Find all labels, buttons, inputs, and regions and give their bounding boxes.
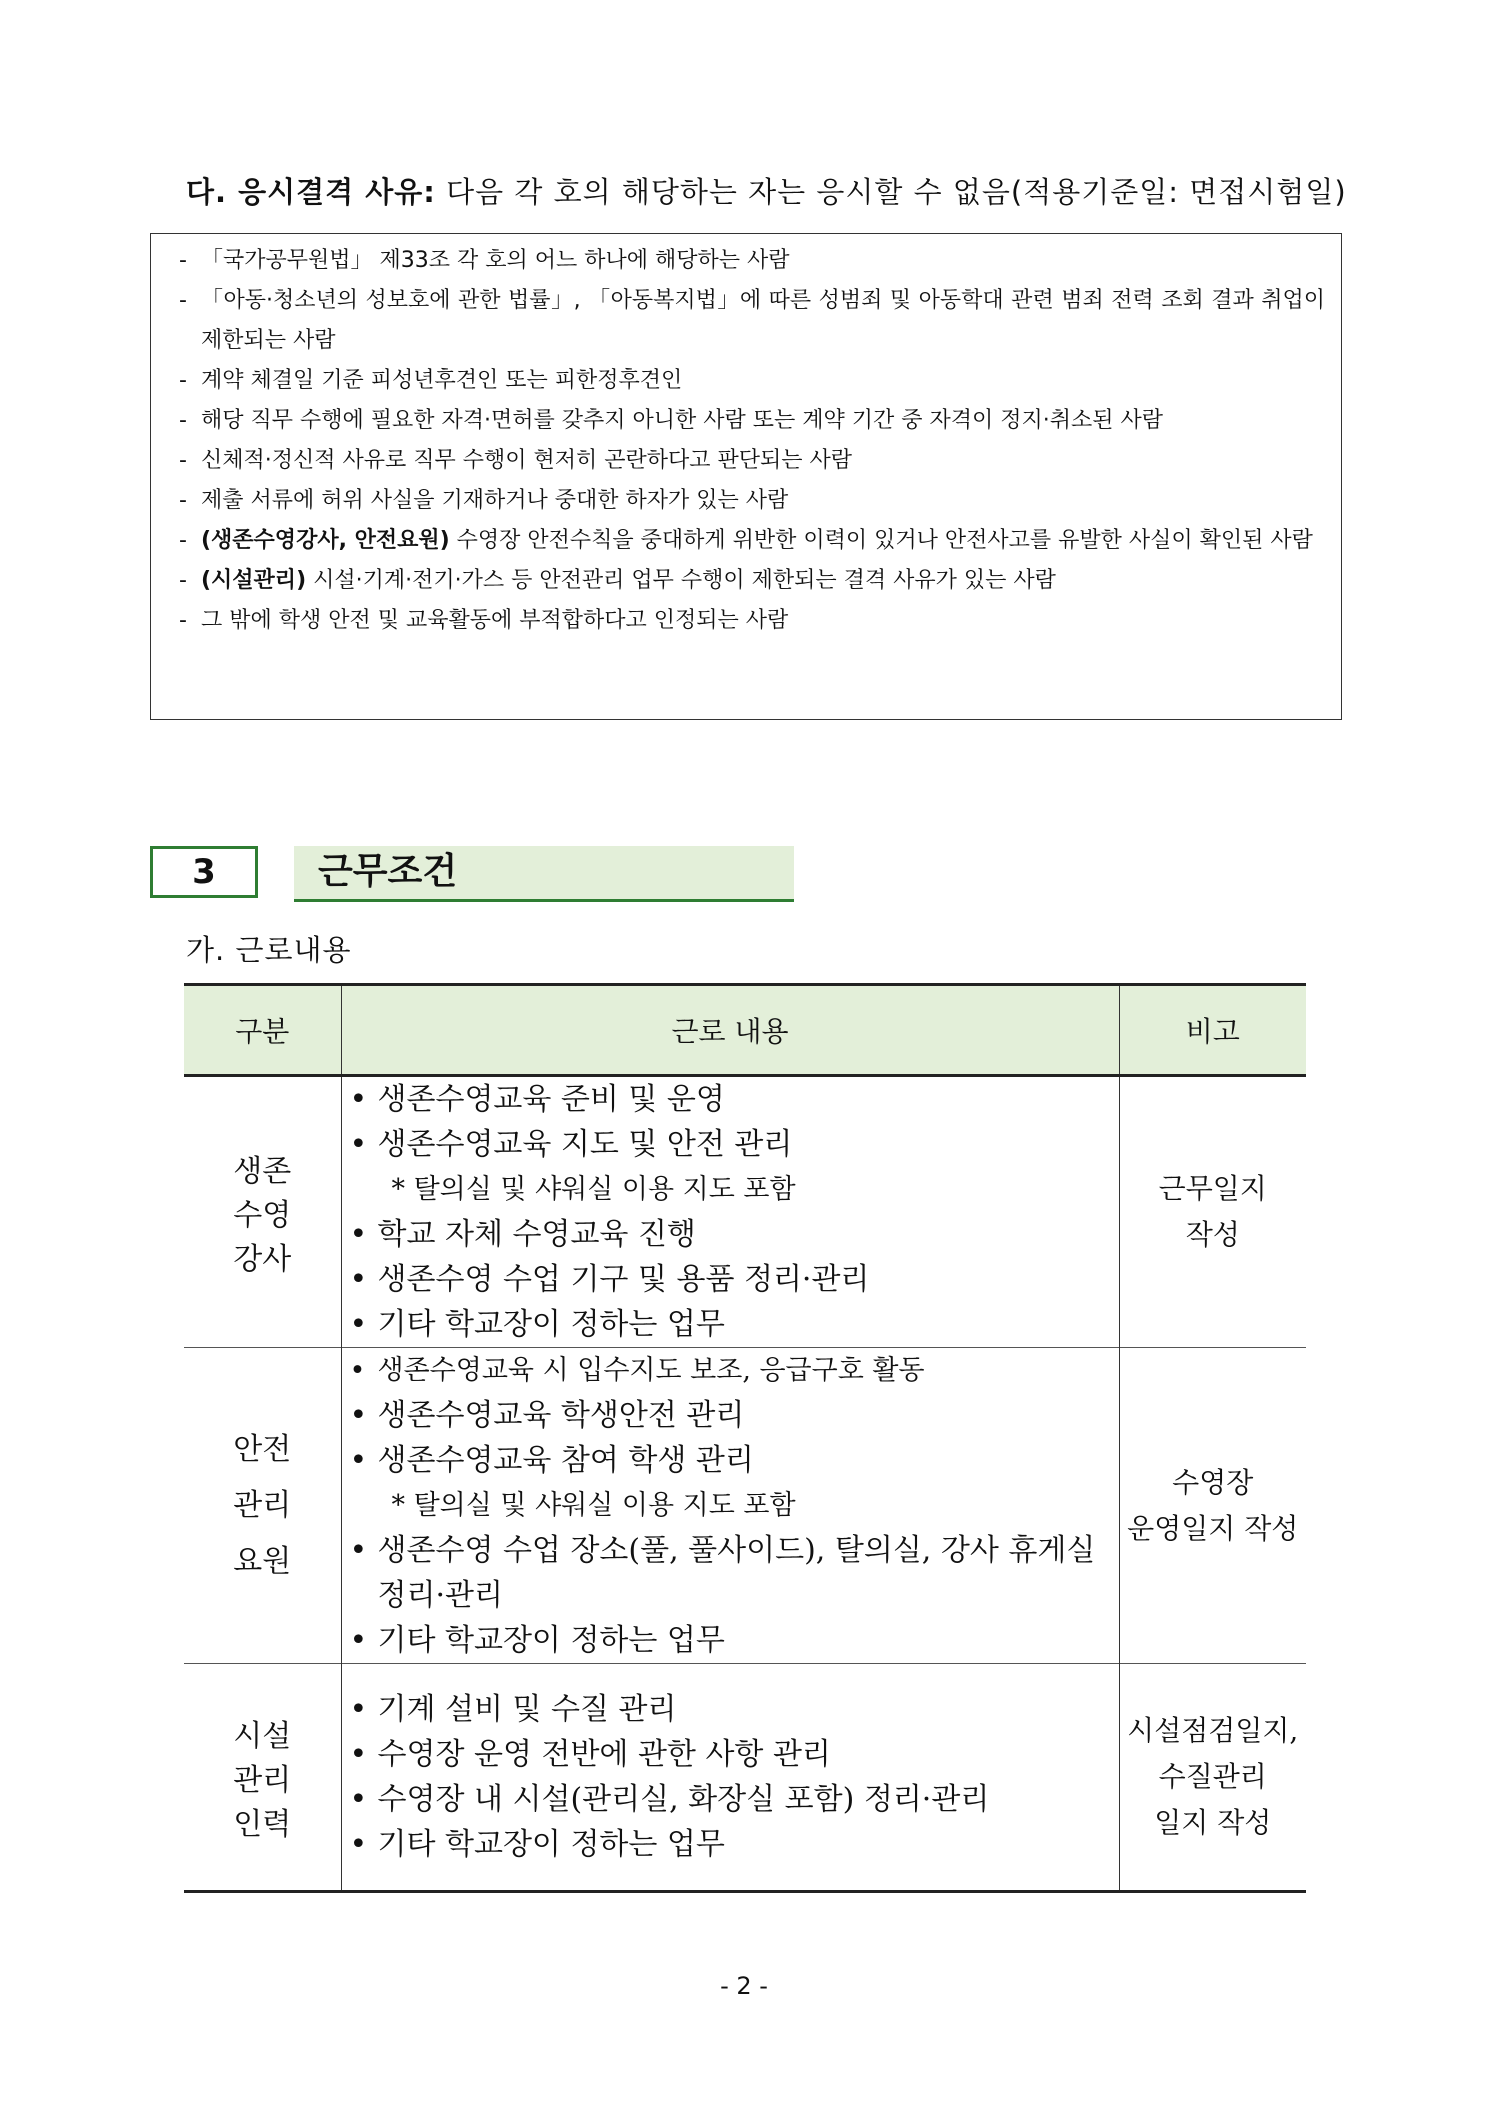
remark-cell: 시설점검일지, 수질관리 일지 작성 (1119, 1664, 1306, 1892)
duty-item: • 생존수영 수업 장소(풀, 풀사이드), 탈의실, 강사 휴게실 정리·관리 (349, 1533, 1096, 1613)
disqualification-item: - 「아동·청소년의 성보호에 관한 법률」, 「아동복지법」에 따른 성범죄 및 아동학대 관련 범죄 전력 조회 결과 취업이 제한되는 사람 (179, 288, 1325, 353)
disqualification-item: - 신체적·정신적 사유로 직무 수행이 현저히 곤란하다고 판단되는 사람 (179, 448, 853, 473)
duties-cell (341, 1076, 1119, 1348)
duty-item: • 생존수영교육 참여 학생 관리 (349, 1443, 754, 1478)
duty-item: • 생존수영교육 시 입수지도 보조, 응급구호 활동 (349, 1355, 925, 1386)
duty-note: * 탈의실 및 샤워실 이용 지도 포함 (391, 1490, 796, 1521)
duty-item: • 생존수영 수업 기구 및 용품 정리·관리 (349, 1262, 870, 1297)
table-row (184, 1664, 1306, 1892)
disqualification-item: - 계약 체결일 기준 피성년후견인 또는 피한정후견인 (179, 368, 683, 393)
disqualification-heading-text: 다음 각 호의 해당하는 자는 응시할 수 없음(적용기준일: 면접시험일) (446, 175, 1347, 209)
disqualification-heading (186, 170, 1347, 211)
duty-note: * 탈의실 및 샤워실 이용 지도 포함 (391, 1174, 796, 1205)
disqualification-item: - 그 밖에 학생 안전 및 교육활동에 부적합하다고 인정되는 사람 (179, 608, 789, 633)
duty-item: • 기타 학교장이 정하는 업무 (349, 1623, 725, 1658)
duty-item: • 생존수영교육 준비 및 운영 (349, 1082, 725, 1117)
category-cell: 안전 관리 요원 (184, 1348, 341, 1664)
duty-item: • 기계 설비 및 수질 관리 (349, 1692, 677, 1727)
category-cell: 시설 관리 인력 (184, 1664, 341, 1892)
duty-item: • 생존수영교육 지도 및 안전 관리 (349, 1127, 793, 1162)
disqualification-item: - 해당 직무 수행에 필요한 자격·면허를 갖추지 아니한 사람 또는 계약 기간 중 자격이 정지·취소된 사람 (179, 408, 1163, 433)
page-number: - 2 - (720, 1972, 768, 2000)
section-number: 3 (150, 846, 258, 898)
disqualification-box (150, 233, 1342, 720)
table-row (184, 1348, 1306, 1664)
disqualification-item: - 제출 서류에 허위 사실을 기재하거나 중대한 하자가 있는 사람 (179, 488, 789, 513)
duties-cell (341, 1348, 1119, 1664)
header-remark: 비고 (1119, 985, 1306, 1076)
table-row (184, 1076, 1306, 1348)
section-title: 근무조건 (294, 846, 794, 902)
duty-item: • 기타 학교장이 정하는 업무 (349, 1827, 725, 1862)
disqualification-item: - (시설관리) 시설·기계·전기·가스 등 안전관리 업무 수행이 제한되는 결격 사유가 있는 사람 (179, 568, 1056, 593)
header-category: 구분 (184, 985, 341, 1076)
duty-item: • 생존수영교육 학생안전 관리 (349, 1398, 745, 1433)
table-header-row (184, 985, 1306, 1076)
duty-item: • 수영장 내 시설(관리실, 화장실 포함) 정리·관리 (349, 1782, 990, 1817)
header-duties: 근로 내용 (341, 985, 1119, 1076)
remark-cell: 근무일지 작성 (1119, 1076, 1306, 1348)
disqualification-heading-label: 다. 응시결격 사유: (186, 175, 436, 209)
work-content-table (184, 983, 1306, 1893)
disqualification-item: - (생존수영강사, 안전요원) 수영장 안전수칙을 중대하게 위반한 이력이 있거나 안전사고를 유발한 사실이 확인된 사람 (179, 528, 1313, 553)
remark-cell: 수영장 운영일지 작성 (1119, 1348, 1306, 1664)
duty-item: • 수영장 운영 전반에 관한 사항 관리 (349, 1737, 831, 1772)
category-cell: 생존 수영 강사 (184, 1076, 341, 1348)
subsection-heading: 가. 근로내용 (186, 933, 352, 967)
duty-item: • 기타 학교장이 정하는 업무 (349, 1307, 725, 1342)
duties-cell (341, 1664, 1119, 1892)
duty-item: • 학교 자체 수영교육 진행 (349, 1217, 696, 1252)
disqualification-item: - 「국가공무원법」 제33조 각 호의 어느 하나에 해당하는 사람 (179, 248, 790, 273)
